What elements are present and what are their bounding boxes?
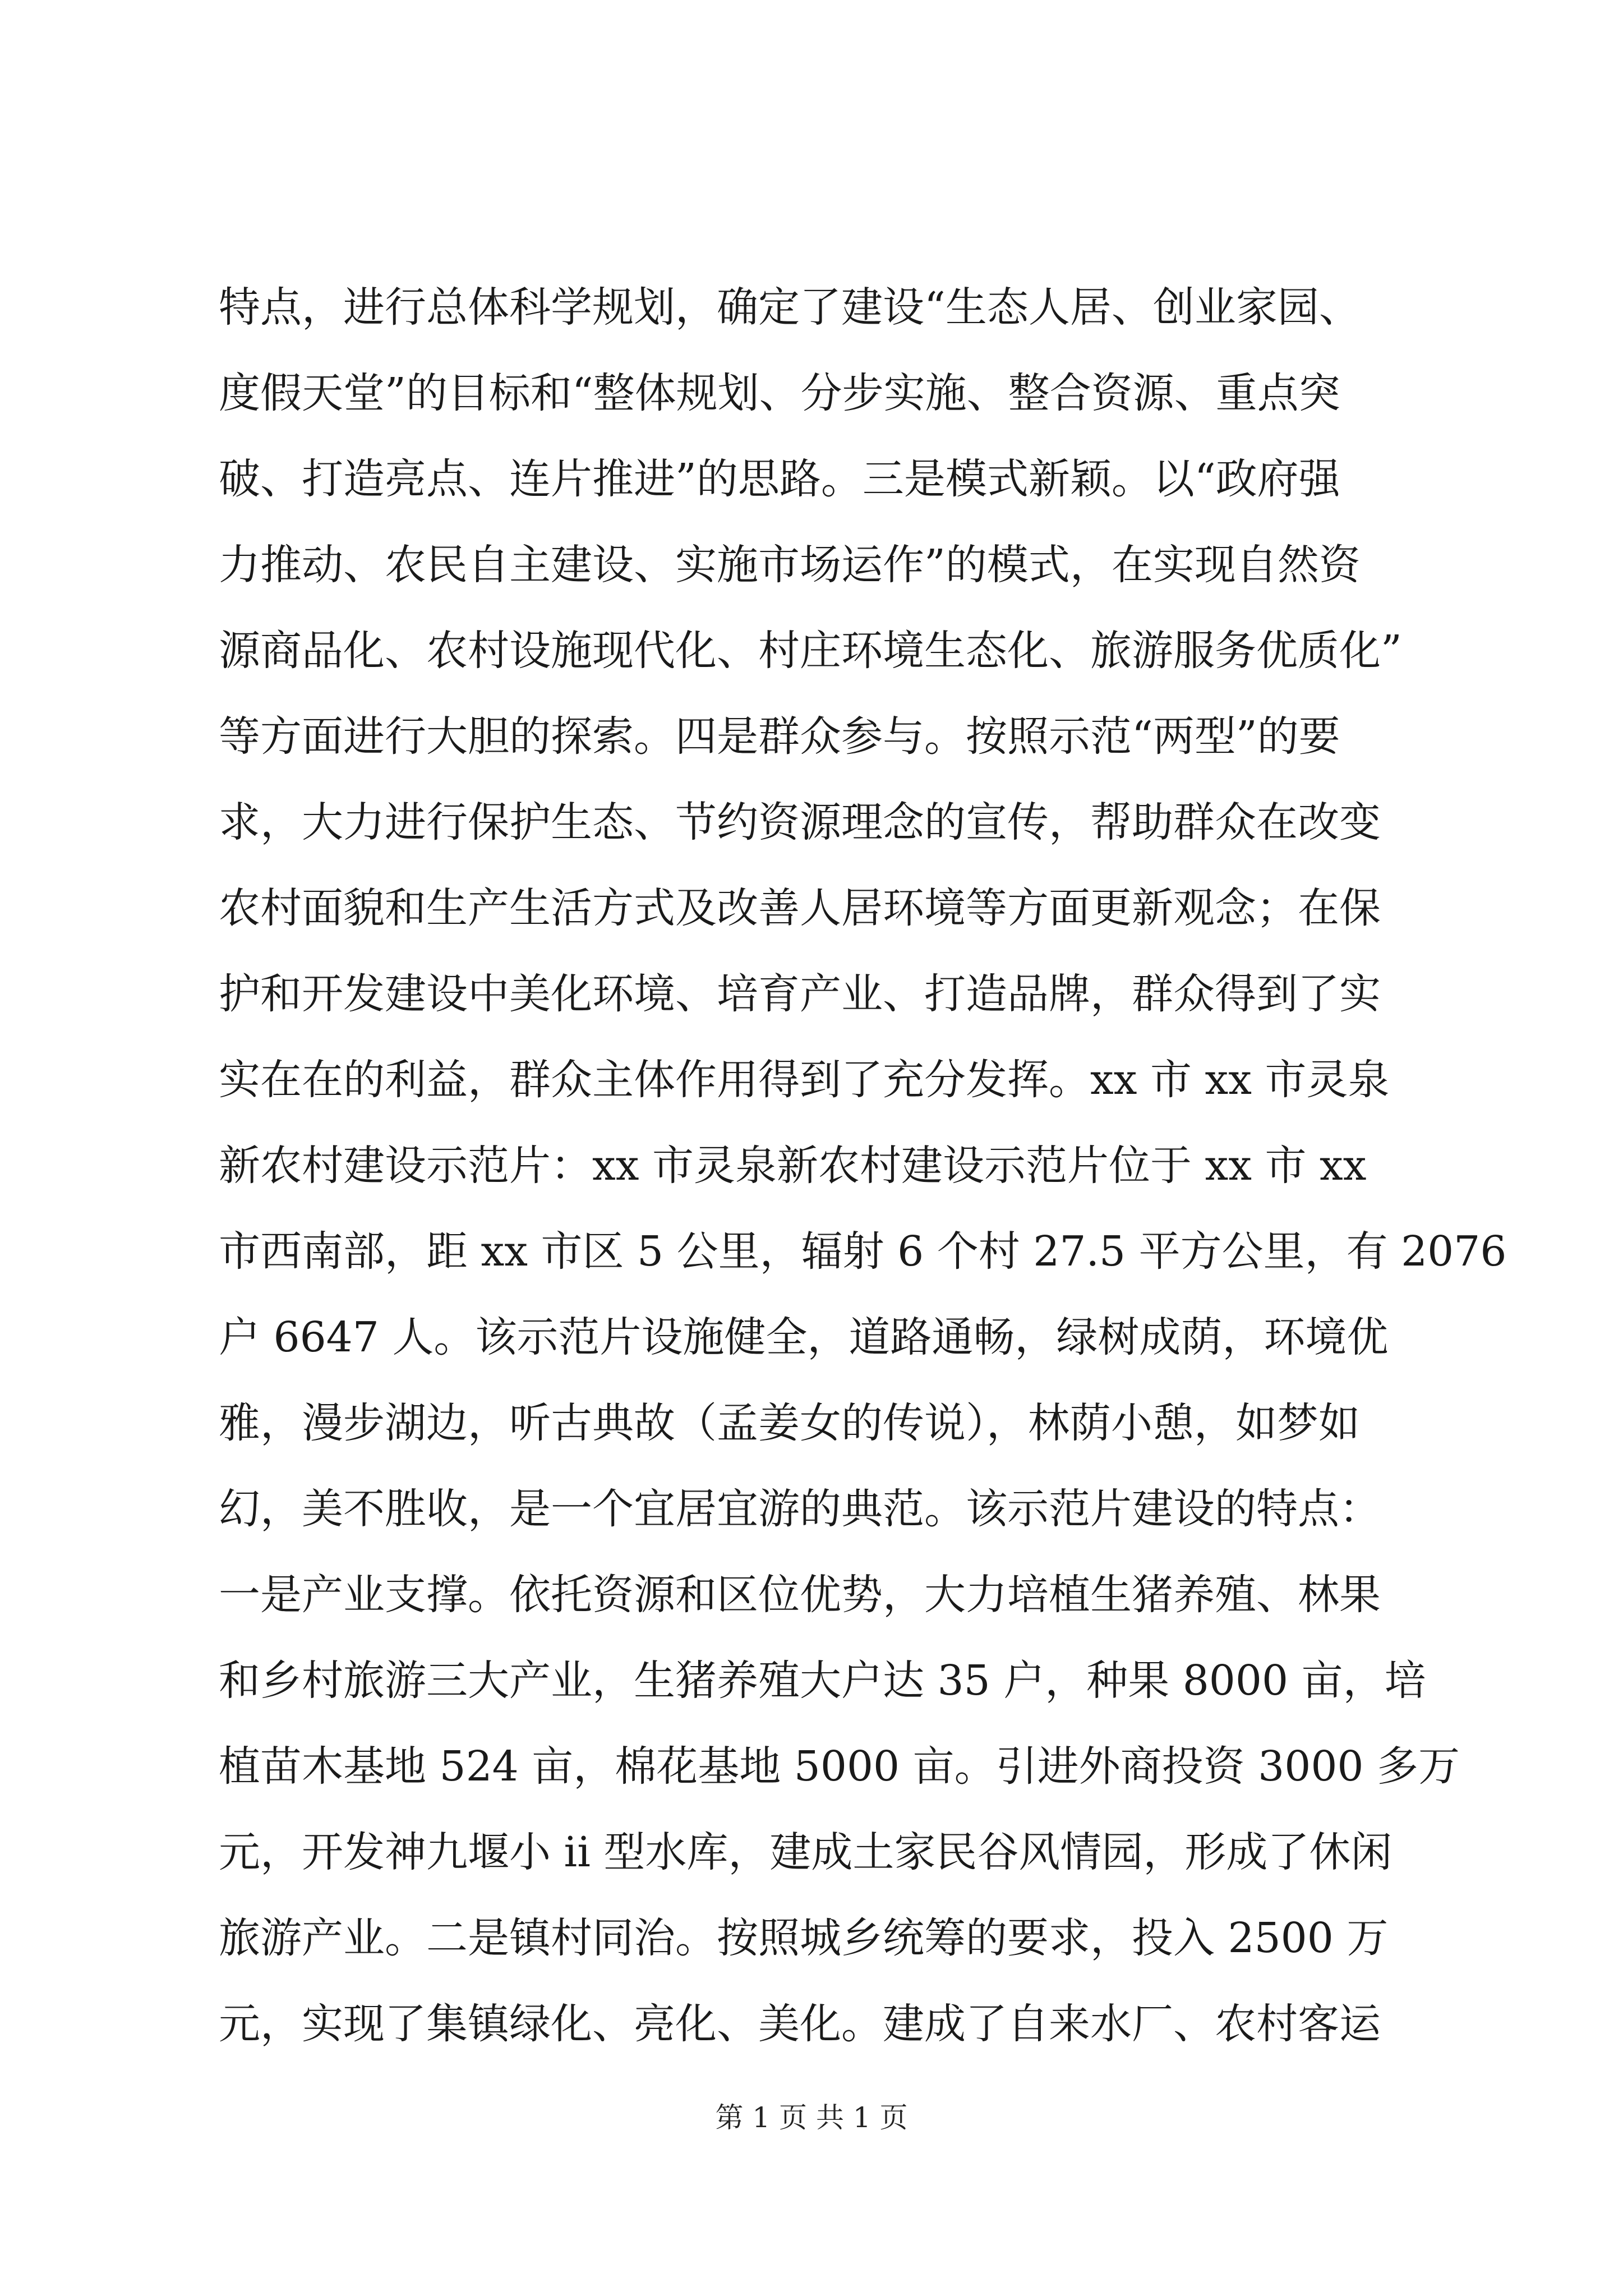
text-line: 元，实现了集镇绿化、亮化、美化。建成了自来水厂、农村客运	[219, 2000, 1381, 2048]
text-line: 实在在的利益，群众主体作用得到了充分发挥。xx 市 xx 市灵泉	[219, 1056, 1390, 1104]
body-text	[219, 265, 1507, 2067]
text-line: 源商品化、农村设施现代化、村庄环境生态化、旅游服务优质化”	[219, 627, 1402, 675]
text-line: 特点，进行总体科学规划，确定了建设“生态人居、创业家园、	[219, 283, 1361, 332]
text-line: 力推动、农民自主建设、实施市场运作”的模式，在实现自然资	[219, 541, 1361, 589]
text-line: 度假天堂”的目标和“整体规划、分步实施、整合资源、重点突	[219, 369, 1340, 417]
text-line: 护和开发建设中美化环境、培育产业、打造品牌，群众得到了实	[219, 970, 1381, 1018]
text-line: 植苗木基地 524 亩，棉花基地 5000 亩。引进外商投资 3000 多万	[219, 1742, 1460, 1791]
page-number-label: 第 1 页 共 1 页	[715, 2101, 908, 2134]
text-line: 市西南部，距 xx 市区 5 公里，辐射 6 个村 27.5 平方公里，有 2076	[219, 1227, 1507, 1276]
text-line: 求，大力进行保护生态、节约资源理念的宣传，帮助群众在改变	[219, 798, 1381, 846]
text-line: 幻，美不胜收，是一个宜居宜游的典范。该示范片建设的特点：	[219, 1485, 1381, 1533]
text-line: 雅，漫步湖边，听古典故（孟姜女的传说），林荫小憩，如梦如	[219, 1399, 1360, 1447]
text-line: 户 6647 人。该示范片设施健全，道路通畅，绿树成荫，环境优	[219, 1313, 1389, 1361]
text-line: 和乡村旅游三大产业，生猪养殖大户达 35 户，种果 8000 亩，培	[219, 1657, 1426, 1705]
text-line: 旅游产业。二是镇村同治。按照城乡统筹的要求，投入 2500 万	[219, 1914, 1389, 1962]
text-line: 元，开发神九堰小 ii 型水库，建成土家民谷风情园，形成了休闲	[219, 1828, 1393, 1876]
text-line: 农村面貌和生产生活方式及改善人居环境等方面更新观念；在保	[219, 884, 1381, 932]
text-line: 一是产业支撑。依托资源和区位优势，大力培植生猪养殖、林果	[219, 1571, 1381, 1619]
text-line: 破、打造亮点、连片推进”的思路。三是模式新颖。以“政府强	[219, 455, 1340, 503]
page-footer	[0, 2095, 1623, 2140]
text-line: 新农村建设示范片：xx 市灵泉新农村建设示范片位于 xx 市 xx	[219, 1142, 1367, 1190]
text-line: 等方面进行大胆的探索。四是群众参与。按照示范“两型”的要	[219, 712, 1340, 761]
